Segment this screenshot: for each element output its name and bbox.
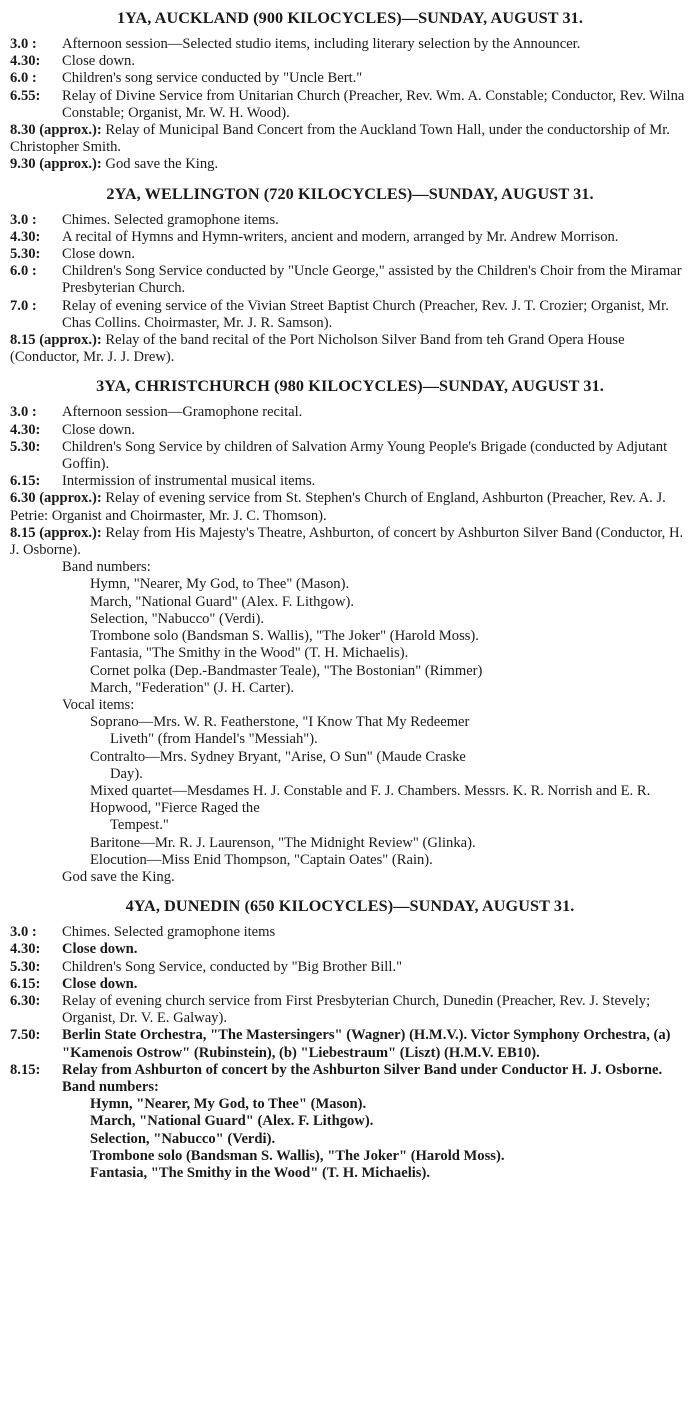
entry-text: Children's song service conducted by "Uncle Bert." bbox=[62, 70, 363, 87]
programme-entry bbox=[10, 70, 690, 87]
band-item: Hymn, "Nearer, My God, to Thee" (Mason). bbox=[90, 576, 350, 593]
vocal-item-text: Baritone—Mr. R. J. Laurenson, "The Midnight Review" (Glinka). bbox=[90, 834, 476, 851]
programme-entry bbox=[10, 298, 690, 332]
programme-entry bbox=[10, 993, 690, 1027]
station-4ya-section bbox=[10, 896, 690, 1182]
vocal-item-text: Contralto—Mrs. Sydney Bryant, "Arise, O Sun" (Maude Craske bbox=[90, 748, 466, 765]
programme-entry bbox=[10, 88, 690, 122]
vocal-items-label: Vocal items: bbox=[62, 696, 135, 713]
station-2ya-section bbox=[10, 184, 690, 367]
entry-text: Afternoon session—Selected studio items, including literary selection by the Announcer. bbox=[62, 36, 581, 52]
band-item: Fantasia, "The Smithy in the Wood" (T. H. Michaelis). bbox=[90, 1164, 430, 1181]
entry-text: Relay of evening church service from First Presbyterian Church, Dunedin (Preacher, Rev. J. Stevely; Organist, Dr. V. E. Galway). bbox=[62, 992, 651, 1027]
entry-time: 6.15: bbox=[10, 975, 41, 992]
entry-text: Relay of evening service from St. Stephen's Church of England, Ashburton (Preacher, Rev. A. J. Petrie: Organist and Choirmaster, Mr. J. C. Thomson). bbox=[10, 490, 666, 524]
entry-time: 8.15: bbox=[10, 1061, 41, 1078]
entry-time: 6.30 (approx.): bbox=[10, 490, 102, 507]
programme-entry bbox=[10, 229, 690, 246]
programme-entry bbox=[10, 439, 690, 473]
entry-time: 6.15: bbox=[10, 473, 41, 490]
entry-text: Relay from His Majesty's Theatre, Ashburton, of concert by Ashburton Silver Band (Conductor, H. J. Osborne). bbox=[10, 524, 684, 559]
entry-text: Children's Song Service by children of Salvation Army Young People's Brigade (conducted by Adjutant Goffin). bbox=[62, 438, 668, 473]
entry-text: Relay of the band recital of the Port Nicholson Silver Band from teh Grand Opera House (Conductor, Mr. J. J. Drew). bbox=[10, 332, 625, 366]
vocal-item-continuation: Liveth" (from Handel's "Messiah"). bbox=[110, 731, 318, 748]
entry-time: 5.30: bbox=[10, 438, 41, 455]
entry-time: 8.15 (approx.): bbox=[10, 332, 102, 349]
programme-entry bbox=[10, 212, 690, 229]
entry-text: A recital of Hymns and Hymn-writers, ancient and modern, arranged by Mr. Andrew Morrison. bbox=[62, 228, 619, 245]
station-heading: 4YA, DUNEDIN (650 KILOCYCLES)—SUNDAY, AUGUST 31. bbox=[125, 897, 575, 916]
station-3ya-section bbox=[10, 376, 690, 886]
band-numbers-label: Band numbers: bbox=[62, 1078, 159, 1095]
entry-text: Chimes. Selected gramophone items bbox=[62, 924, 276, 941]
closing-line: God save the King. bbox=[62, 868, 175, 885]
programme-entry bbox=[10, 490, 690, 524]
programme-entry bbox=[10, 924, 690, 941]
entry-text: Close down. bbox=[62, 975, 138, 992]
band-item: Hymn, "Nearer, My God, to Thee" (Mason). bbox=[90, 1096, 367, 1113]
vocal-item-continuation: Day). bbox=[110, 765, 143, 782]
entry-time: 8.30 (approx.): bbox=[10, 122, 102, 139]
band-item: March, "National Guard" (Alex. F. Lithgow). bbox=[90, 593, 355, 610]
programme-entry bbox=[10, 525, 690, 559]
programme-entry bbox=[10, 156, 690, 173]
entry-text: Relay of evening service of the Vivian Street Baptist Church (Preacher, Rev. J. T. Crozier; Organist, Mr. Chas Collins. Choirmaster, Mr. J. R. Samson). bbox=[62, 297, 669, 331]
band-item: Selection, "Nabucco" (Verdi). bbox=[90, 1130, 276, 1147]
programme-entry bbox=[10, 53, 690, 70]
vocal-item bbox=[10, 749, 690, 783]
entry-text: Intermission of instrumental musical items. bbox=[62, 473, 316, 490]
entry-time: 6.55: bbox=[10, 87, 41, 104]
programme-entry bbox=[10, 246, 690, 263]
programme-entry bbox=[10, 1062, 690, 1079]
entry-time: 5.30: bbox=[10, 246, 41, 263]
entry-text: Berlin State Orchestra, "The Mastersingers" (Wagner) (H.M.V.). Victor Symphony Orchestra, (a) "Kamenois Ostrow" (Rubinstein), (b) "Liebestraum" (Liszt) (H.M.V. EB10). bbox=[62, 1027, 671, 1061]
programme-entry bbox=[10, 473, 690, 490]
band-item: Cornet polka (Dep.-Bandmaster Teale), "The Bostonian" (Rimmer) bbox=[90, 662, 483, 679]
vocal-item bbox=[10, 714, 690, 748]
entry-text: Children's Song Service conducted by "Uncle George," assisted by the Children's Choir from the Miramar Presbyterian Church. bbox=[62, 263, 682, 297]
entry-time: 3.0 : bbox=[10, 211, 37, 228]
vocal-item-continuation: Tempest." bbox=[110, 817, 169, 834]
vocal-item-text: Soprano—Mrs. W. R. Featherstone, "I Know That My Redeemer bbox=[90, 714, 470, 731]
entry-time: 3.0 : bbox=[10, 36, 37, 52]
programme-entry bbox=[10, 332, 690, 366]
programme-entry bbox=[10, 36, 690, 53]
entry-text: Close down. bbox=[62, 421, 135, 438]
entry-time: 7.50: bbox=[10, 1027, 41, 1044]
entry-time: 4.30: bbox=[10, 421, 41, 438]
entry-time: 3.0 : bbox=[10, 404, 37, 421]
station-heading: 1YA, AUCKLAND (900 KILOCYCLES)—SUNDAY, AUGUST 31. bbox=[116, 9, 584, 27]
band-item: Fantasia, "The Smithy in the Wood" (T. H. Michaelis). bbox=[90, 645, 409, 662]
programme-entry bbox=[10, 404, 690, 421]
vocal-item-text: Mixed quartet—Mesdames H. J. Constable and F. J. Chambers. Messrs. K. R. Norrish and E. R. Hopwood, "Fierce Raged the bbox=[90, 782, 651, 817]
entry-text: Relay from Ashburton of concert by the Ashburton Silver Band under Conductor H. J. Osborne. bbox=[62, 1061, 663, 1078]
band-item: Trombone solo (Bandsman S. Wallis), "The Joker" (Harold Moss). bbox=[90, 628, 479, 645]
entry-time: 8.15 (approx.): bbox=[10, 524, 102, 541]
entry-text: Close down. bbox=[62, 246, 135, 263]
programme-entry bbox=[10, 122, 690, 156]
entry-time: 6.30: bbox=[10, 992, 41, 1009]
entry-time: 3.0 : bbox=[10, 924, 37, 941]
band-item: March, "Federation" (J. H. Carter). bbox=[90, 679, 294, 696]
programme-entry bbox=[10, 976, 690, 993]
entry-time: 4.30: bbox=[10, 228, 41, 245]
entry-text: Close down. bbox=[62, 941, 138, 958]
entry-time: 6.0 : bbox=[10, 70, 37, 87]
band-item: March, "National Guard" (Alex. F. Lithgow). bbox=[90, 1113, 374, 1130]
programme-entry bbox=[10, 422, 690, 439]
programme-entry bbox=[10, 959, 690, 976]
entry-text: Relay of Divine Service from Unitarian Church (Preacher, Rev. Wm. A. Constable; Conductor, Rev. Wilna Constable; Organist, Mr. W. H. Wood). bbox=[62, 87, 685, 121]
entry-text: Chimes. Selected gramophone items. bbox=[62, 211, 279, 228]
station-heading: 2YA, WELLINGTON (720 KILOCYCLES)—SUNDAY, AUGUST 31. bbox=[106, 184, 594, 203]
band-numbers-label: Band numbers: bbox=[62, 559, 151, 576]
entry-text: God save the King. bbox=[105, 156, 219, 173]
vocal-item bbox=[10, 783, 690, 835]
entry-time: 4.30: bbox=[10, 53, 41, 70]
entry-text: Close down. bbox=[62, 53, 135, 70]
programme-entry bbox=[10, 941, 690, 958]
vocal-item bbox=[10, 852, 690, 869]
vocal-item bbox=[10, 835, 690, 852]
programme-entry bbox=[10, 1027, 690, 1061]
entry-text: Children's Song Service, conducted by "Big Brother Bill." bbox=[62, 958, 403, 975]
entry-text: Relay of Municipal Band Concert from the Auckland Town Hall, under the conductorship of Mr. Christopher Smith. bbox=[10, 122, 670, 156]
station-heading: 3YA, CHRISTCHURCH (980 KILOCYCLES)—SUNDAY, AUGUST 31. bbox=[96, 377, 604, 396]
band-item: Selection, "Nabucco" (Verdi). bbox=[90, 610, 265, 627]
station-1ya-section bbox=[10, 8, 690, 174]
entry-time: 7.0 : bbox=[10, 297, 37, 314]
band-item: Trombone solo (Bandsman S. Wallis), "The Joker" (Harold Moss). bbox=[90, 1147, 505, 1164]
vocal-item-text: Elocution—Miss Enid Thompson, "Captain Oates" (Rain). bbox=[90, 851, 433, 868]
entry-text: Afternoon session—Gramophone recital. bbox=[62, 404, 303, 421]
entry-time: 4.30: bbox=[10, 941, 41, 958]
entry-time: 9.30 (approx.): bbox=[10, 156, 102, 173]
entry-time: 5.30: bbox=[10, 958, 41, 975]
programme-entry bbox=[10, 263, 690, 297]
entry-time: 6.0 : bbox=[10, 263, 37, 280]
